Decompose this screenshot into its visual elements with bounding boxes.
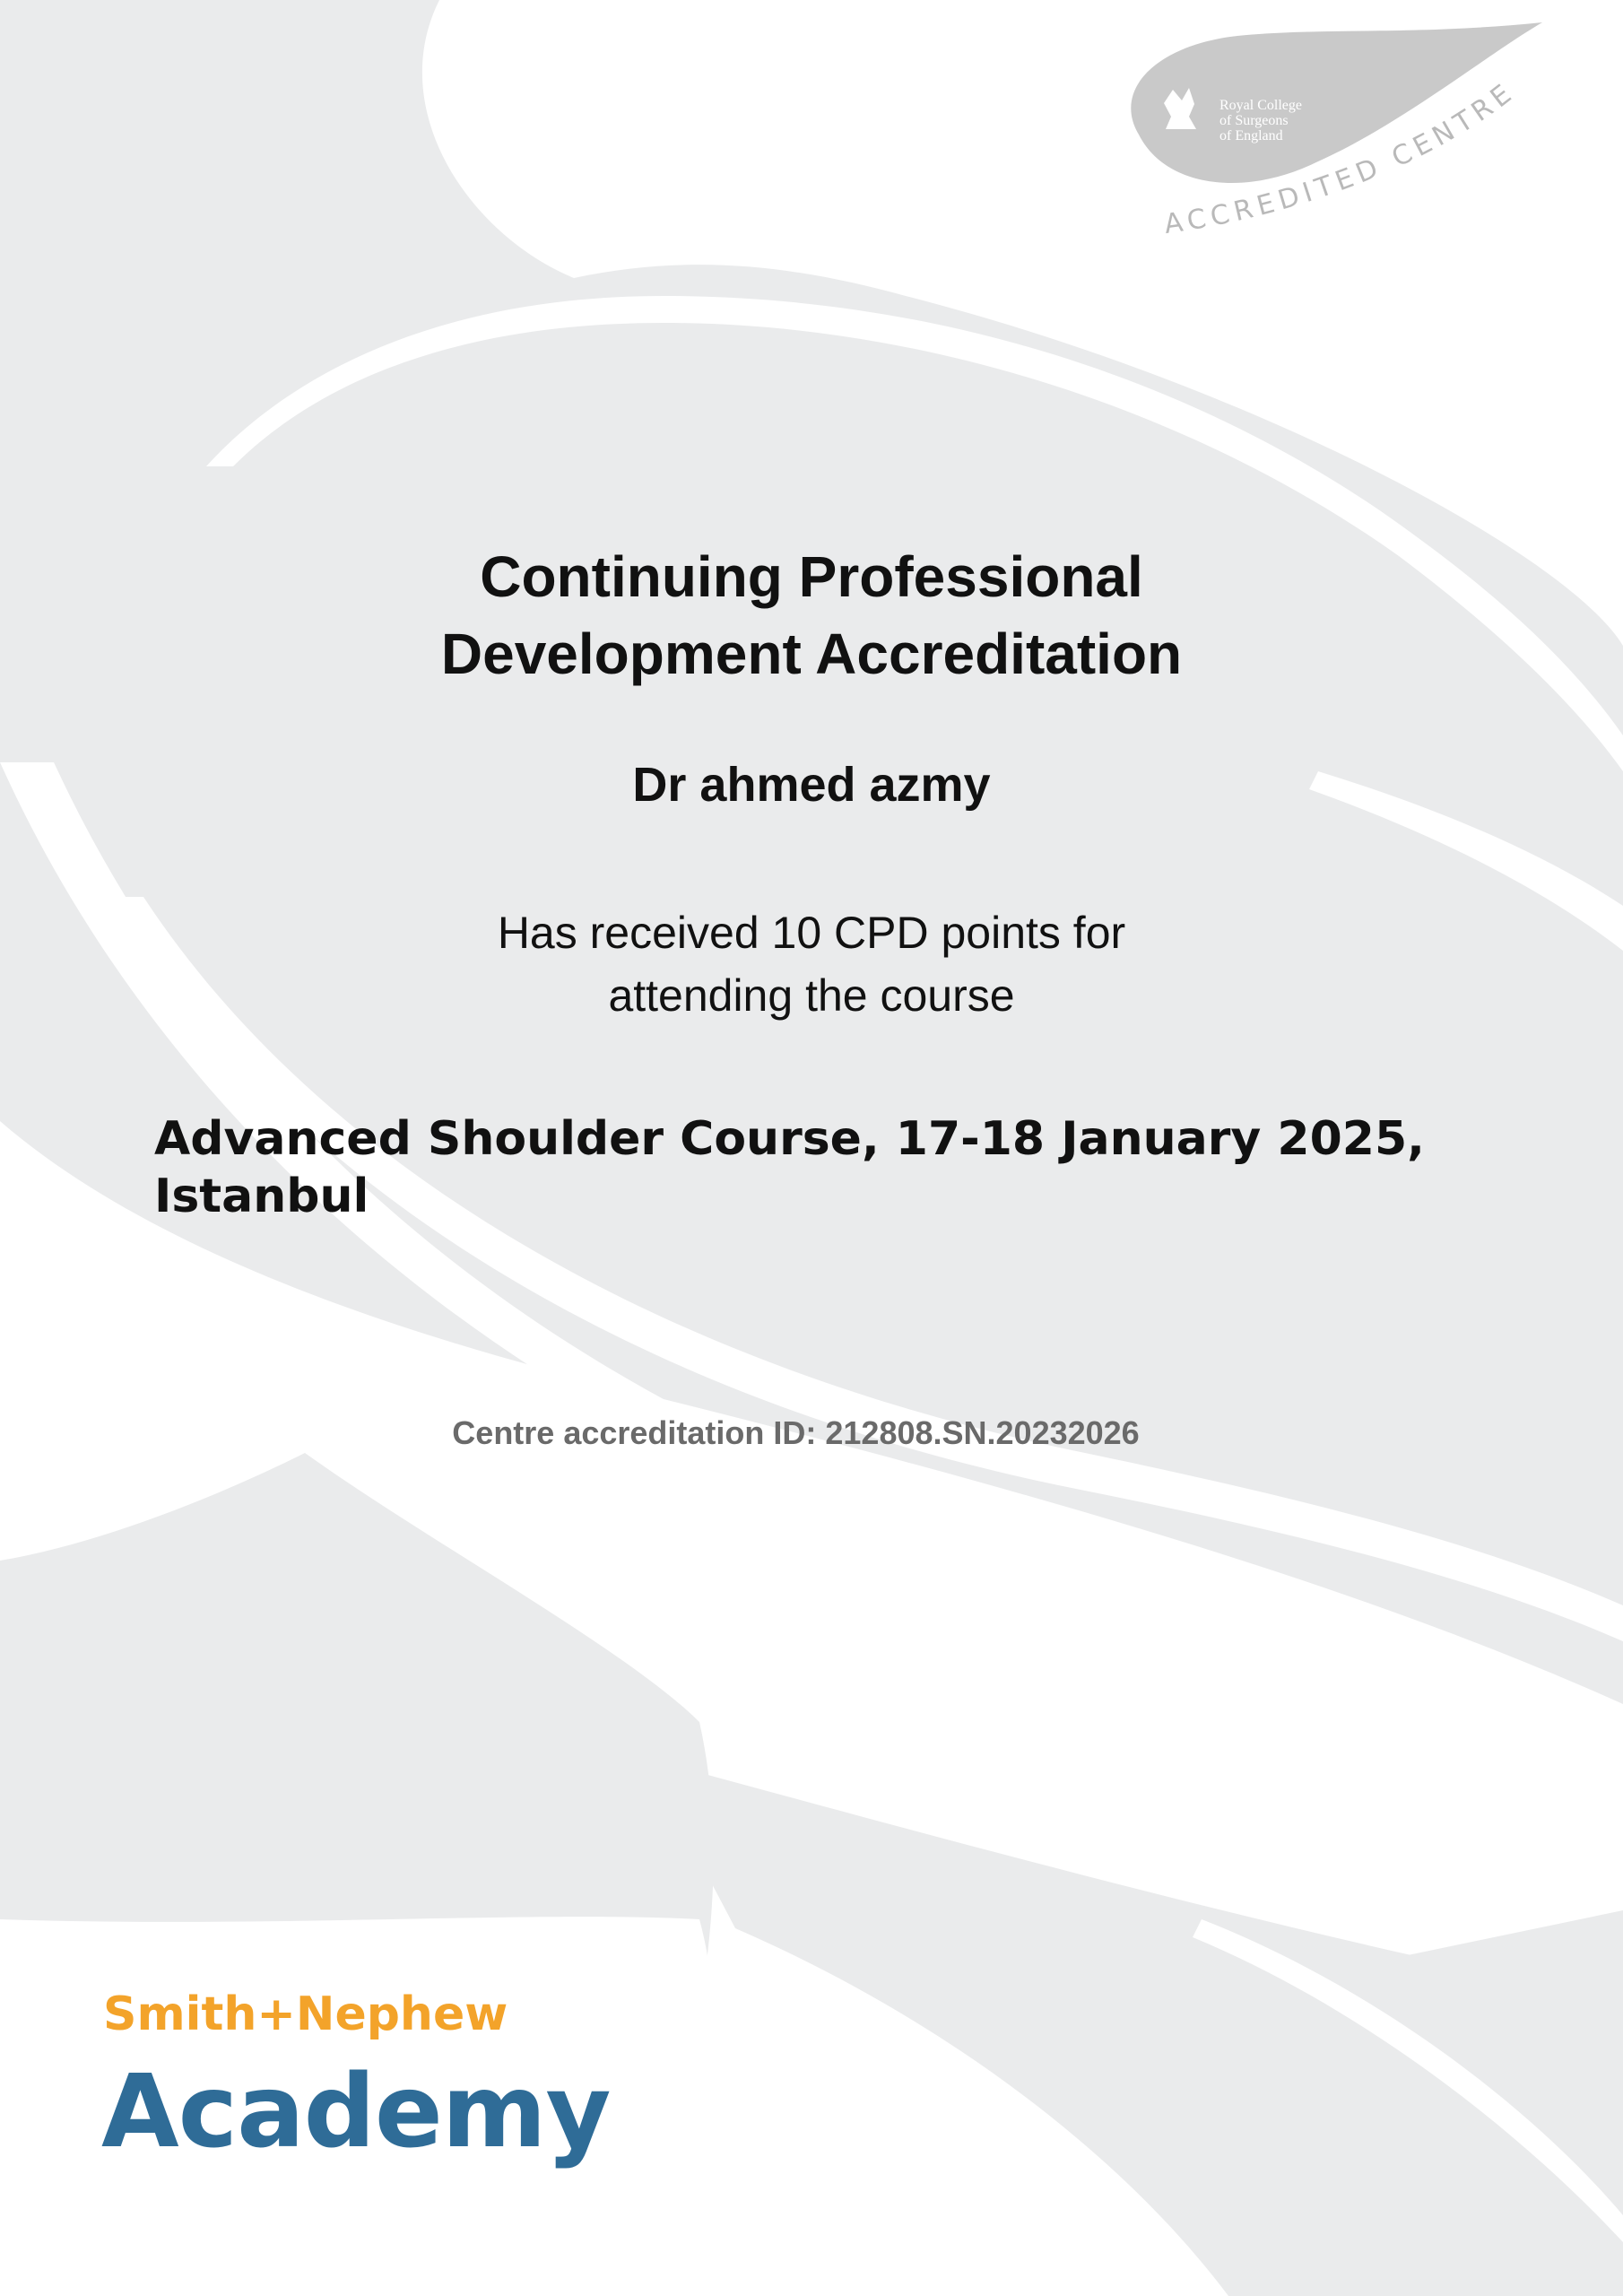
academy-wordmark: Academy (101, 2054, 611, 2170)
certificate-title (229, 538, 1394, 692)
accredited-centre-seal (1103, 18, 1569, 251)
seal-org-line2: of Surgeons (1219, 113, 1289, 128)
course-line-2: Istanbul (154, 1170, 369, 1223)
seal-org-line3: of England (1219, 128, 1283, 144)
course-title (154, 1110, 1499, 1225)
title-line-2: Development Accreditation (440, 622, 1183, 686)
award-line-2: attending the course (608, 970, 1015, 1021)
brand-part-1: Smith (103, 1987, 257, 2041)
award-statement (229, 901, 1394, 1027)
seal-org-line1: Royal College (1219, 98, 1302, 113)
recipient-name: Dr ahmed azmy (632, 758, 991, 812)
smith-nephew-academy-logo (103, 1987, 641, 2193)
accreditation-id: Centre accreditation ID: 212808.SN.20232026 (452, 1414, 1140, 1451)
course-line-1: Advanced Shoulder Course, 17-18 January 2025, (154, 1112, 1425, 1166)
seal-arc-text: ACCREDITED CENTRE (1162, 75, 1522, 241)
award-line-1: Has received 10 CPD points for (497, 908, 1126, 958)
brand-plus: + (256, 1987, 296, 2041)
brand-part-2: Nephew (295, 1987, 508, 2041)
brand-wordmark (103, 1987, 508, 2042)
title-line-1: Continuing Professional (480, 544, 1143, 609)
